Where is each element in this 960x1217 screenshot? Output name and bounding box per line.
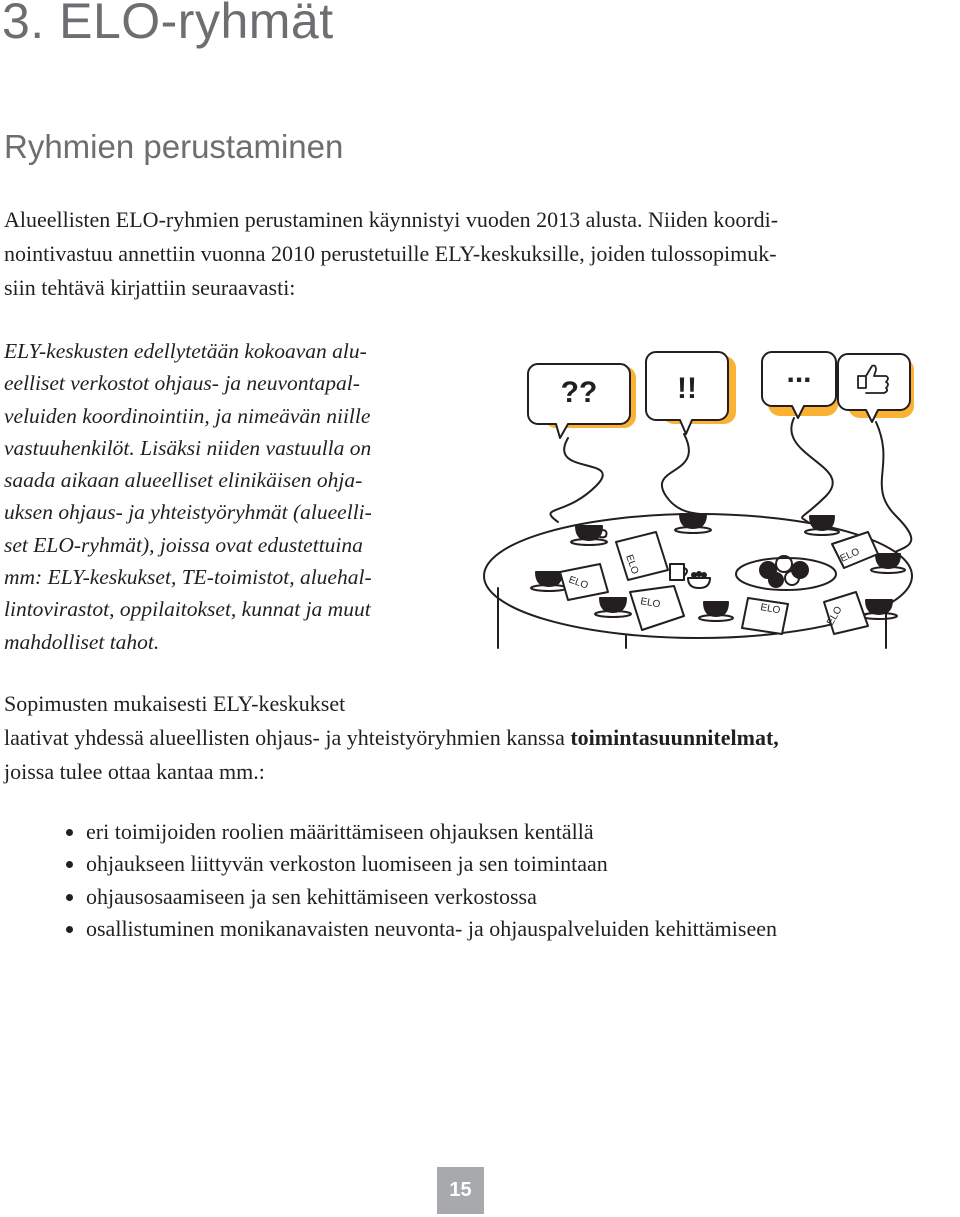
svg-text:ELO: ELO: [566, 574, 590, 592]
question-bubble-icon: [528, 364, 636, 438]
quote-line: ELY-keskusten edellytetään kokoavan alu-: [4, 339, 367, 363]
agreement-line: Sopimusten mukaisesti ELY-keskukset: [4, 691, 346, 716]
quote-line: saada aikaan alueelliset elinikäisen ohja-: [4, 468, 363, 493]
section-heading: Ryhmien perustaminen: [4, 128, 344, 165]
exclamation-bubble-icon: [646, 352, 736, 434]
quote-line: mahdolliset tahot.: [4, 629, 160, 654]
bullet-list: [66, 816, 777, 945]
svg-text:ELO: ELO: [825, 604, 845, 628]
quote-line: mm: ELY-keskukset, TE-toimistot, aluehal-: [4, 565, 372, 590]
list-item: ohjausosaamiseen ja sen kehittämiseen verkostossa: [66, 881, 777, 913]
ellipsis-bubble-icon: [762, 352, 838, 418]
quote-line: set ELO-ryhmät), joissa ovat edustettuina: [4, 532, 363, 557]
svg-text:ELO: ELO: [639, 596, 662, 611]
meeting-table-illustration: [476, 336, 916, 652]
page-number: 15: [437, 1167, 484, 1214]
list-item: osallistuminen monikanavaisten neuvonta- ja ohjauspalveluiden kehittämiseen: [66, 913, 777, 945]
intro-line: Alueellisten ELO-ryhmien perustaminen käynnistyi vuoden 2013 alusta. Niiden koordi-: [4, 207, 779, 232]
intro-line: siin tehtävä kirjattiin seuraavasti:: [4, 275, 296, 300]
quote-line: vastuuhenkilöt. Lisäksi niiden vastuulla on: [4, 435, 372, 460]
svg-text:ELO: ELO: [759, 602, 782, 617]
agreement-line: [4, 721, 956, 755]
quote-line: veluiden koordinointiin, ja nimeävän niille: [4, 403, 371, 428]
svg-text:ELO: ELO: [623, 553, 641, 576]
intro-paragraph: [4, 203, 956, 305]
quote-line: uksen ohjaus- ja yhteistyöryhmät (alueelli-: [4, 500, 372, 525]
quote-paragraph: [4, 335, 456, 658]
quote-line: eelliset verkostot ohjaus- ja neuvontapal-: [4, 371, 360, 396]
intro-line: nointivastuu annettiin vuonna 2010 perustetuille ELY-keskuksille, joiden tulossopimuk-: [4, 241, 777, 266]
list-item: ohjaukseen liittyvän verkoston luomiseen ja sen toimintaan: [66, 848, 777, 880]
agreement-line: joissa tulee ottaa kantaa mm.:: [4, 759, 265, 784]
agreement-bold-term: toimintasuunnitelmat,: [570, 725, 779, 750]
bubble-exclamation-text: !!: [677, 372, 697, 405]
list-item: eri toimijoiden roolien määrittämiseen ohjauksen kentällä: [66, 816, 777, 848]
quote-line: lintovirastot, oppilaitokset, kunnat ja muut: [4, 597, 371, 622]
bubble-question-text: ??: [560, 376, 598, 409]
page-title: 3. ELO-ryhmät: [2, 0, 334, 49]
elo-paper-icon: [742, 598, 788, 634]
agreement-line-prefix: laativat yhdessä alueellisten ohjaus- ja yhteistyöryhmien kanssa: [4, 725, 571, 750]
thumbs-up-bubble-icon: [838, 354, 914, 422]
agreement-paragraph: [4, 687, 956, 789]
bubble-ellipsis-text: ...: [786, 356, 812, 389]
svg-text:ELO: ELO: [838, 546, 862, 565]
